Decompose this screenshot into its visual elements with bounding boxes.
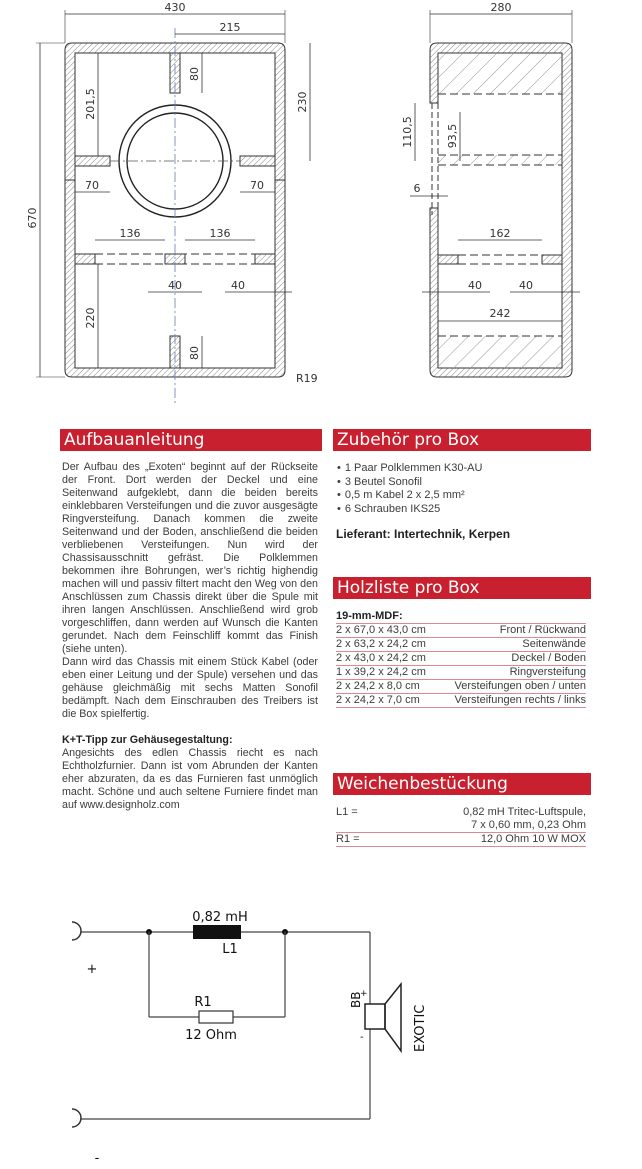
svg-text:40: 40 <box>168 279 182 292</box>
svg-text:-: - <box>360 1032 364 1043</box>
table-row: 1 x 39,2 x 24,2 cm Ringversteifung <box>336 666 586 678</box>
material-label: 19-mm-MDF: <box>336 609 586 624</box>
minus-terminal-icon <box>72 1109 81 1127</box>
svg-text:242: 242 <box>489 307 511 320</box>
table-row: 2 x 63,2 x 24,2 cm Seitenwände <box>336 638 586 650</box>
list-item: • 1 Paar Polklemmen K30-AU <box>337 462 587 476</box>
crossover-schematic <box>60 900 460 1169</box>
svg-text:6: 6 <box>413 182 421 195</box>
svg-text:80: 80 <box>188 346 201 360</box>
inductor-icon <box>193 925 241 939</box>
aufbau-heading: Aufbauanleitung <box>60 429 322 451</box>
svg-text:93,5: 93,5 <box>446 123 459 149</box>
tip-text: Angesichts des edlen Chassis riecht es nach Echtholzfurnier. Dann ist vom Abrunden der Kanten eher abzuraten, da es das Furnieren fast unmöglich macht. Schöne und auch seltene Furniere findet man auf www.designholz.com <box>62 747 318 811</box>
aufbau-text <box>62 461 318 812</box>
svg-text:+: + <box>86 962 98 977</box>
aufbau-paragraph-2: Dann wird das Chassis mit einem Stück Kabel (oder eben einer Leitung und der Spule) versehen und das gehäuse gleichmäßig mit sechs Matten Sonofil bedämpft. Nach dem Einschrauben des Treibers ist die Box spielfertig. <box>62 656 318 720</box>
svg-text:BB: BB <box>349 991 363 1008</box>
front-view-drawing <box>0 0 330 410</box>
svg-text:70: 70 <box>85 179 99 192</box>
svg-text:136: 136 <box>209 227 231 240</box>
aufbau-paragraph-1: Der Aufbau des „Exoten“ beginnt auf der Rückseite der Front. Dort werden der Deckel und eine Seitenwand aufgeklebt, dann die beiden bereits einklebbaren Versteifungen und die zuvor ausgesägte Ringversteifung. Danach kommen die zweite Seitenwand und der Boden, anschließend die beiden verbliebenen Versteifungen. Nun wird der Chassisausschnitt gefräst. Die Polklemmen bekommen ihre Bohrungen, wer’s richtig highendig machen will und passiv filtert macht den Weg von den Anschlüssen zum Chassis direkt über die Spule mit ihren langen Anschlüssen. Anschließend wird grob vorgeschliffen, dann werden auf Wunsch die Kanten gerundet. Nach dem Feinschliff kommt das Finish (siehe unten). <box>62 461 318 655</box>
svg-text:430: 430 <box>164 1 186 14</box>
svg-text:-: - <box>94 1151 100 1166</box>
svg-text:40: 40 <box>231 279 245 292</box>
svg-text:215: 215 <box>219 21 241 34</box>
svg-text:40: 40 <box>519 279 533 292</box>
holzliste-table <box>336 609 586 708</box>
supplier: Lieferant: Intertechnik, Kerpen <box>336 527 511 541</box>
svg-text:12 Ohm: 12 Ohm <box>185 1028 237 1043</box>
svg-text:80: 80 <box>188 67 201 81</box>
zubehoer-list <box>337 462 587 516</box>
plus-terminal-icon <box>72 922 81 940</box>
svg-text:220: 220 <box>84 307 97 329</box>
tip-title: K+T-Tipp zur Gehäusegestaltung: <box>62 734 233 746</box>
list-item: • 0,5 m Kabel 2 x 2,5 mm² <box>337 489 587 503</box>
weiche-heading: Weichenbestückung <box>333 773 591 795</box>
spacer <box>62 721 318 734</box>
svg-text:R19: R19 <box>296 372 318 385</box>
svg-text:136: 136 <box>119 227 141 240</box>
zubehoer-heading: Zubehör pro Box <box>333 429 591 451</box>
table-row: 2 x 67,0 x 43,0 cm Front / Rückwand <box>336 624 586 636</box>
resistor-icon <box>199 1011 233 1023</box>
weiche-table <box>336 806 586 847</box>
svg-text:670: 670 <box>26 207 39 229</box>
list-item: • 6 Schrauben IKS25 <box>337 503 587 517</box>
table-row: L1 = 0,82 mH Tritec-Luftspule, 7 x 0,60 mm, 0,23 Ohm <box>336 806 586 831</box>
table-row: R1 = 12,0 Ohm 10 W MOX <box>336 833 586 845</box>
svg-text:0,82 mH: 0,82 mH <box>192 910 248 925</box>
table-row: 2 x 43,0 x 24,2 cm Deckel / Boden <box>336 652 586 664</box>
svg-text:280: 280 <box>490 1 512 14</box>
side-view-drawing <box>380 0 642 410</box>
svg-text:70: 70 <box>250 179 264 192</box>
speaker-icon <box>365 1004 385 1029</box>
table-row: 2 x 24,2 x 8,0 cm Versteifungen oben / unten <box>336 680 586 692</box>
svg-text:+: + <box>360 989 368 999</box>
svg-text:EXOTIC: EXOTIC <box>413 1004 428 1052</box>
svg-text:162: 162 <box>489 227 511 240</box>
svg-text:110,5: 110,5 <box>401 116 414 148</box>
svg-text:L1: L1 <box>222 942 238 957</box>
svg-text:40: 40 <box>468 279 482 292</box>
svg-text:201,5: 201,5 <box>84 88 97 120</box>
holzliste-heading: Holzliste pro Box <box>333 577 591 599</box>
table-row: 2 x 24,2 x 7,0 cm Versteifungen rechts / links <box>336 694 586 706</box>
svg-text:R1: R1 <box>194 995 212 1010</box>
svg-text:230: 230 <box>296 91 309 113</box>
list-item: • 3 Beutel Sonofil <box>337 476 587 490</box>
